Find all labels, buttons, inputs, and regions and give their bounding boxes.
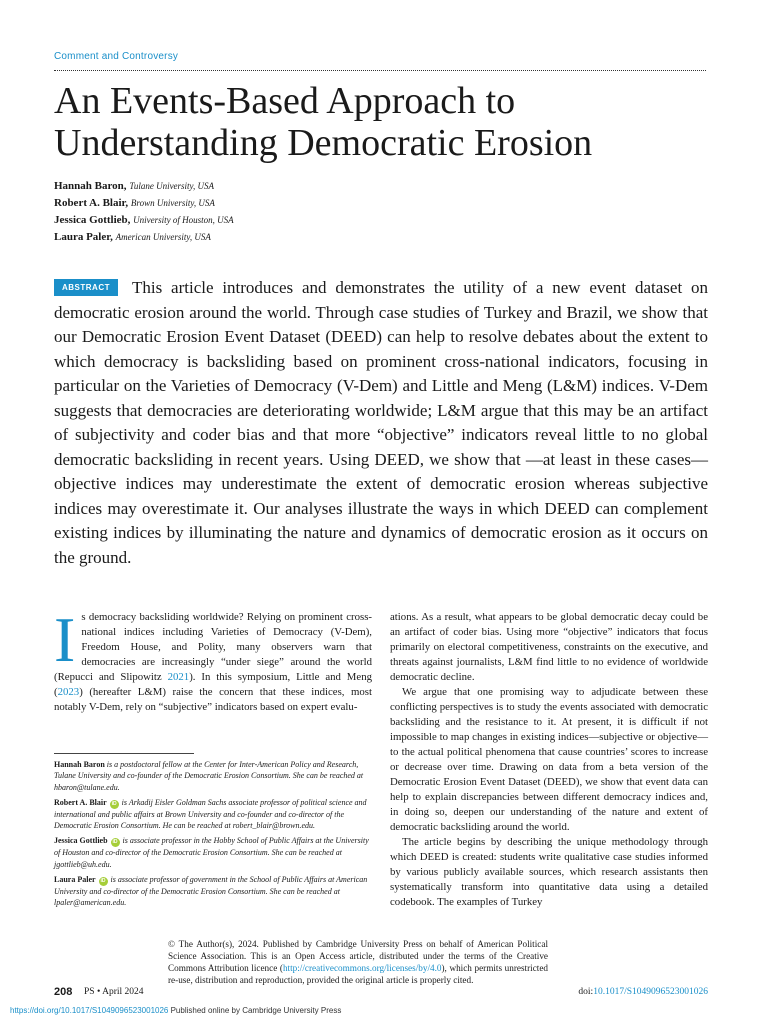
body-column-right <box>390 610 708 910</box>
body-column-left <box>54 604 373 715</box>
citation-link[interactable]: 2021 <box>167 671 190 683</box>
doi-label: doi: <box>578 987 594 997</box>
footnote-text: is a postdoctoral fellow at the Center for Inter-American Policy and Research, Tulane University and co-founder of the Democratic Erosion Consortium. She can be reached at hbaron@tulane.edu. <box>54 760 364 792</box>
license-link[interactable]: http://creativecommons.org/licenses/by/4.0 <box>282 963 442 973</box>
body-paragraph: ations. As a result, what appears to be global democratic decay could be an artifact of coder bias. Using more “objective” indicators that focus primarily on electoral competitiveness, constraints on the executive, and threats against journalists, L&M find little to no evidence of worldwide democratic decline. <box>390 611 708 683</box>
publication-note: Published online by Cambridge University Press <box>168 1006 342 1015</box>
doi-link[interactable]: 10.1017/S1049096523001026 <box>593 987 708 997</box>
body-paragraph <box>54 604 373 715</box>
author-list <box>54 178 454 246</box>
footnote-divider <box>54 753 194 754</box>
citation-link[interactable]: 2023 <box>57 686 80 698</box>
doi <box>578 987 708 997</box>
license-text: © The Author(s), 2024. Published by Cambridge University Press on behalf of American Political Science Association. This is an Open Access article, distributed under the terms of the Creative Commons Attribution licence ( <box>168 939 548 973</box>
footnote <box>54 835 372 870</box>
abstract <box>54 276 708 570</box>
author-name: Robert A. Blair, <box>54 197 129 209</box>
license-notice <box>168 938 548 986</box>
author-name: Laura Paler, <box>54 231 113 243</box>
author-name: Jessica Gottlieb, <box>54 214 131 226</box>
orcid-icon[interactable]: iD <box>111 800 117 807</box>
body-text-span: ) (hereafter L&M) raise the concern that these indices, most notably V-Dem, rely on “subjective” indicators based on expert evalu- <box>54 686 372 713</box>
footnote <box>54 797 372 832</box>
footnote-name: Robert A. Blair <box>54 797 107 807</box>
drop-cap: I <box>54 604 76 675</box>
author-entry <box>54 229 454 246</box>
journal-info: PS • April 2024 <box>84 987 144 997</box>
doi-url-link[interactable]: https://doi.org/10.1017/S1049096523001026 <box>10 1006 169 1015</box>
title-line-2: Understanding Democratic Erosion <box>54 122 593 164</box>
article-title <box>54 80 714 164</box>
page-number: 208 <box>54 986 73 998</box>
author-affiliation: Tulane University, USA <box>129 181 215 191</box>
footnote <box>54 874 372 909</box>
license-text: ), which permits unrestricted re-use, distribution and reproduction, provided the original article is properly cited. <box>168 963 549 985</box>
body-paragraph: We argue that one promising way to adjudicate between these conflicting perspectives is to study the events associated with democratic backsliding and the resistance to it. At present, it is difficult if not impossible to map changes in existing indices—subjective or objective—to the actual political phenomena that cause countries’ scores to increase or decrease over time. Drawing on data from a beta version of the Democratic Erosion Event Dataset (DEED), we show that event data can help to explain discrepancies between different democracy indices and, in doing so, deepen our understanding of the nature and extent of democratic backsliding around the world. <box>390 686 708 833</box>
abstract-badge: ABSTRACT <box>54 279 118 296</box>
author-footnotes <box>54 759 372 913</box>
footnote <box>54 759 372 793</box>
publication-bar <box>10 1006 341 1015</box>
footnote-text: is associate professor in the Hobby School of Public Affairs at the University of Houston and co-director of the Democratic Erosion Consortium. She can be reached at jgottlieb@uh.edu. <box>54 836 369 869</box>
body-text-span: s democracy backsliding worldwide? Relying on prominent cross-national indices including Varieties of Democracy (V-Dem), Freedom House, and Polity, many observers warn that democracies are increasingly “under siege” around the world (Repucci and Slipowitz <box>54 611 372 683</box>
footnote-name: Jessica Gottlieb <box>54 836 108 846</box>
footnote-name: Laura Paler <box>54 875 96 885</box>
body-paragraph: The article begins by describing the unique methodology through which DEED is created: students write qualitative case studies informed by various publicly available sources, which research assistants then systematically transform into quantitative data using a detailed codebook. The examples of Turkey <box>390 836 708 908</box>
footnote-name: Hannah Baron <box>54 760 105 769</box>
title-line-1: An Events-Based Approach to <box>54 80 516 122</box>
section-label: Comment and Controversy <box>54 51 179 62</box>
author-entry <box>54 178 454 195</box>
author-entry <box>54 195 454 212</box>
author-affiliation: American University, USA <box>115 232 211 242</box>
author-name: Hannah Baron, <box>54 180 127 192</box>
orcid-icon[interactable]: iD <box>100 878 106 885</box>
footnote-text: is associate professor of government in the School of Public Affairs at American University and co-director of the Democratic Erosion Consortium. She can be reached at lpaler@american.edu. <box>54 875 368 908</box>
abstract-text: This article introduces and demonstrates the utility of a new event dataset on democratic erosion around the world. Through case studies of Turkey and Brazil, we show that our Democratic Erosion Event Dataset (DEED) can help to resolve debates about the extent to which democracy is backsliding based on prominent cross-national indicators, focusing in particular on the Varieties of Democracy (V-Dem) and Little and Meng (L&M) indices. V-Dem suggests that democracies are deteriorating worldwide; L&M argue that this may be an artifact of subjectivity and coder bias and that more “objective” indicators reveal little to no global democratic backsliding in recent years. Using DEED, we show that —at least in these cases—objective indices may underestimate the extent of democratic erosion whereas subjective indices may overestimate it. Our analyses illustrate the ways in which DEED can complement existing indices by illuminating the nature and dynamics of democratic erosion as it occurs on the ground. <box>54 278 708 567</box>
author-affiliation: University of Houston, USA <box>133 215 234 225</box>
body-text-span: ). In this symposium, Little and Meng ( <box>54 671 373 698</box>
header-divider <box>54 70 706 71</box>
author-affiliation: Brown University, USA <box>130 198 215 208</box>
author-entry <box>54 212 454 229</box>
orcid-icon[interactable]: iD <box>112 839 118 846</box>
footnote-text: is Arkadij Eisler Goldman Sachs associate professor of political science and international and public affairs at Brown University and co-founder and co-director of the Democratic Erosion Consortium. He can be reached at robert_blair@brown.edu. <box>54 797 367 831</box>
